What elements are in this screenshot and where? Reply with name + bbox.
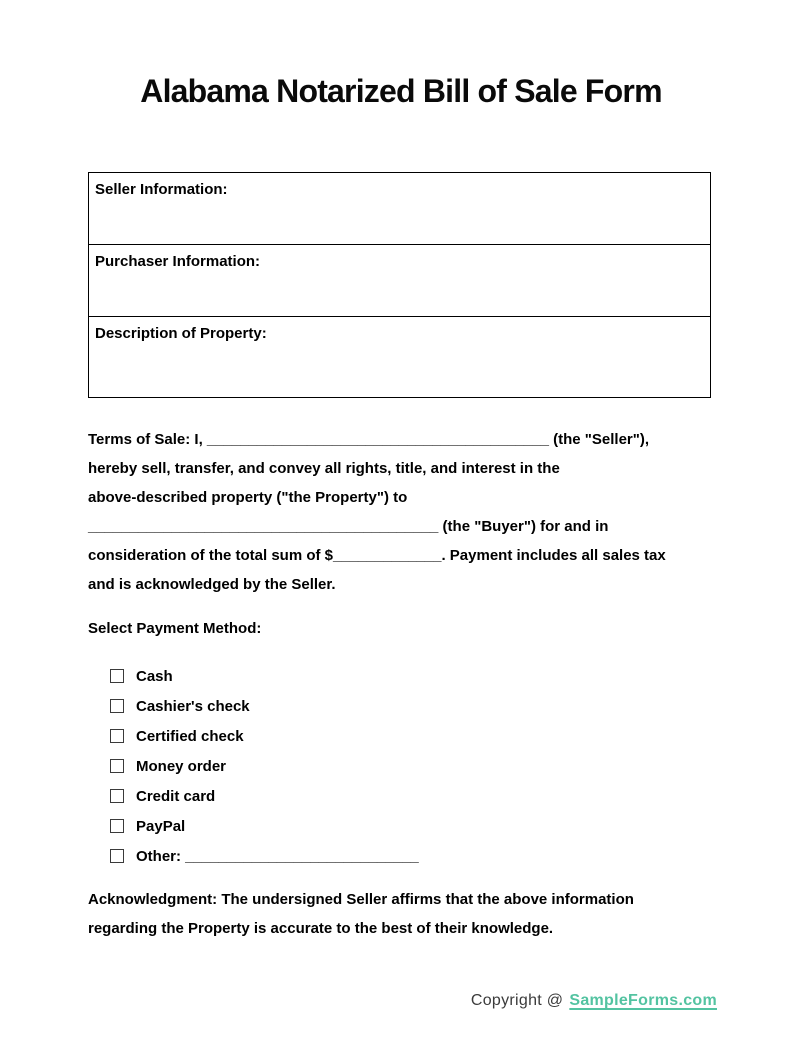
copyright-text: Copyright @ (470, 992, 564, 1009)
acknowledgment-line: Acknowledgment: The undersigned Seller affirms that the above information (88, 891, 634, 908)
payment-option-label: Cash (136, 667, 173, 685)
payment-option-label: Cashier's check (136, 697, 250, 715)
sampleforms-link[interactable]: SampleForms.com (569, 992, 717, 1009)
payment-option-cash (110, 661, 610, 691)
purchaser-information-row (89, 245, 710, 317)
acknowledgment-line: regarding the Property is accurate to the best of their knowledge. (88, 920, 554, 937)
checkbox-icon[interactable] (110, 669, 124, 683)
terms-line: Terms of Sale: I, _________________________________________ (the "Seller"), (88, 431, 650, 448)
checkbox-icon[interactable] (110, 729, 124, 743)
seller-information-label: Seller Information: (95, 181, 228, 198)
payment-option-other (110, 841, 610, 871)
payment-option-certified-check (110, 721, 610, 751)
terms-line: hereby sell, transfer, and convey all rights, title, and interest in the (88, 460, 560, 477)
checkbox-icon[interactable] (110, 789, 124, 803)
payment-option-label: Credit card (136, 787, 216, 805)
checkbox-icon[interactable] (110, 699, 124, 713)
payment-option-money-order (110, 751, 610, 781)
terms-line: above-described property ("the Property") to (88, 489, 408, 506)
acknowledgment-paragraph (88, 885, 728, 943)
payment-option-label: Other: ____________________________ (136, 847, 419, 865)
payment-option-label: Certified check (136, 727, 244, 745)
payment-option-cashiers-check (110, 691, 610, 721)
property-description-label: Description of Property: (95, 325, 267, 342)
payment-options-list (110, 661, 610, 871)
payment-option-label: Money order (136, 757, 227, 775)
payment-option-credit-card (110, 781, 610, 811)
footer (471, 992, 717, 1010)
checkbox-icon[interactable] (110, 819, 124, 833)
terms-line: __________________________________________ (the "Buyer") for and in (88, 518, 609, 535)
property-description-row (89, 317, 710, 397)
checkbox-icon[interactable] (110, 759, 124, 773)
page-title: Alabama Notarized Bill of Sale Form (140, 73, 662, 109)
info-table (88, 172, 711, 398)
payment-option-label: PayPal (136, 817, 186, 835)
terms-line: and is acknowledged by the Seller. (88, 576, 336, 593)
payment-option-paypal (110, 811, 610, 841)
terms-of-sale-paragraph (88, 425, 728, 599)
payment-method-heading: Select Payment Method: (88, 620, 262, 637)
purchaser-information-label: Purchaser Information: (95, 253, 261, 270)
seller-information-row (89, 173, 710, 245)
checkbox-icon[interactable] (110, 849, 124, 863)
terms-line: consideration of the total sum of $_____________. Payment includes all sales tax (88, 547, 666, 564)
